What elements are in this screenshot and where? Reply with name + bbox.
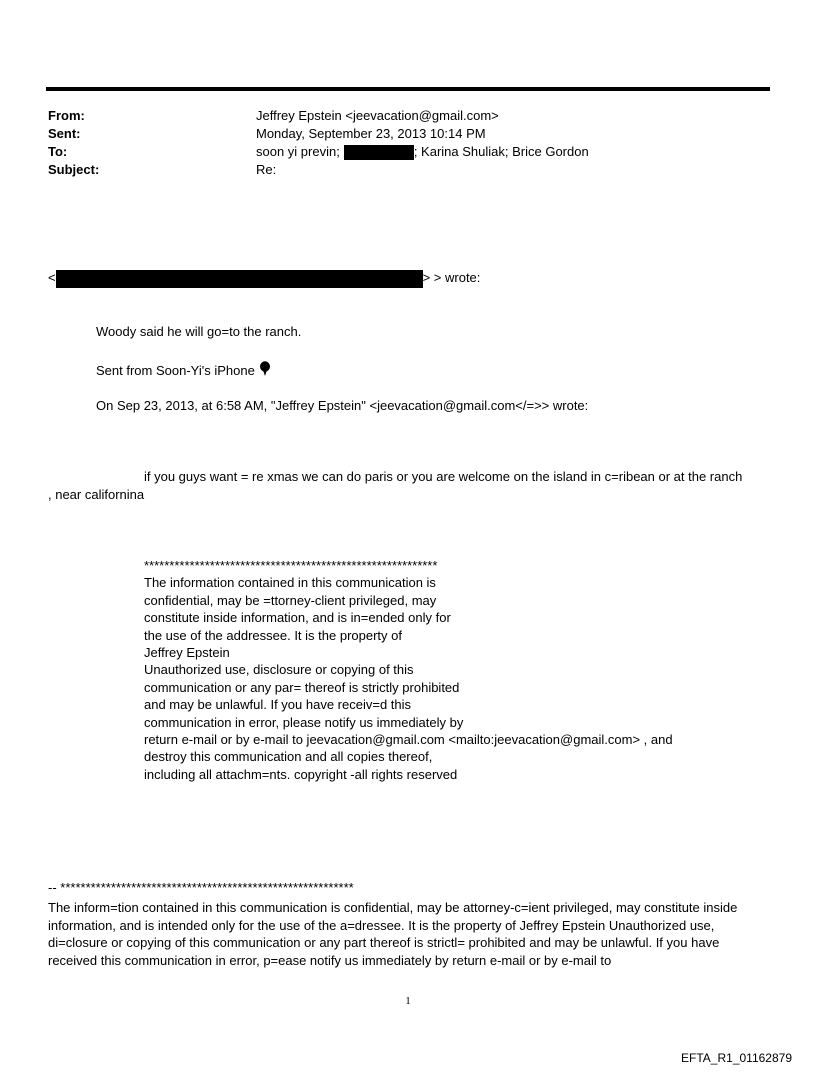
document-id: EFTA_R1_01162879 <box>681 1051 792 1065</box>
disclaimer-line: and may be unlawful. If you have receiv=d this <box>144 697 412 713</box>
redaction-block <box>56 270 423 288</box>
disclaimer-2-text: The inform=tion contained in this communication is confidential, may be attorney-c=ient privileged, may constitute inside information, and is intended only for the use of the a=dressee. It is the property of Jeffrey Epstein Unauthorized use, di=closure or copying of this communication or any part thereof is strictl= prohibited and may be unlawful. If you have received this communication in error, p=ease notify us immediately by return e-mail or by e-mail to <box>48 900 738 968</box>
disclaimer-line: communication in error, please notify us immediately by <box>144 714 464 730</box>
wrote-line <box>48 269 480 288</box>
disclaimer-line: the use of the addressee. It is the property of <box>144 627 402 643</box>
xmas-line-2: , near californina <box>48 487 145 502</box>
disclaimer-line: including all attachm=nts. copyright -all rights reserved <box>144 766 458 782</box>
to-value-start: soon yi previn; <box>256 144 340 159</box>
woody-line: Woody said he will go=to the ranch. <box>96 324 302 339</box>
wrote-prefix: < <box>48 270 56 285</box>
subject-value: Re: <box>256 162 277 177</box>
disclaimer-line: constitute inside information, and is in=ended only for <box>144 610 451 626</box>
disclaimer-line: Jeffrey Epstein <box>144 645 230 661</box>
disclaimer-line: return e-mail or by e-mail to jeevacation@gmail.com <mailto:jeevacation@gmail.com> , and <box>144 732 673 748</box>
disclaimer-line: communication or any par= thereof is strictly prohibited <box>144 679 460 695</box>
sent-from-text: Sent from Soon-Yi's iPhone <box>96 363 255 378</box>
disclaimer-stars: ********************************************************** <box>144 558 438 573</box>
disclaimer-line: The information contained in this communication is <box>144 575 436 591</box>
pushpin-icon <box>259 361 271 382</box>
disclaimer-line: confidential, may be =ttorney-client privileged, may <box>144 592 437 608</box>
to-value-end: ; Karina Shuliak; Brice Gordon <box>413 144 589 159</box>
page-number: 1 <box>405 995 411 1007</box>
xmas-line-1: if you guys want = re xmas we can do paris or you are welcome on the island in c=ribean or at the ranch <box>144 469 743 484</box>
disclaimer-2-stars: -- ********************************************************** <box>48 880 354 895</box>
wrote-suffix: > > wrote: <box>422 270 481 285</box>
sent-from-line <box>96 361 271 382</box>
disclaimer-line: Unauthorized use, disclosure or copying of this <box>144 662 414 678</box>
sent-label: Sent: <box>48 126 81 141</box>
from-label: From: <box>48 108 85 123</box>
on-date-line: On Sep 23, 2013, at 6:58 AM, "Jeffrey Epstein" <jeevacation@gmail.com</=>> wrote: <box>96 398 589 413</box>
disclaimer-block <box>144 557 673 783</box>
subject-label: Subject: <box>48 162 100 177</box>
sent-value: Monday, September 23, 2013 10:14 PM <box>256 126 486 141</box>
disclaimer-line: destroy this communication and all copies thereof, <box>144 749 433 765</box>
from-value: Jeffrey Epstein <jeevacation@gmail.com> <box>256 108 499 123</box>
header-rule <box>46 87 770 91</box>
redaction-block <box>344 145 414 160</box>
to-label: To: <box>48 144 68 159</box>
to-value <box>256 143 589 161</box>
